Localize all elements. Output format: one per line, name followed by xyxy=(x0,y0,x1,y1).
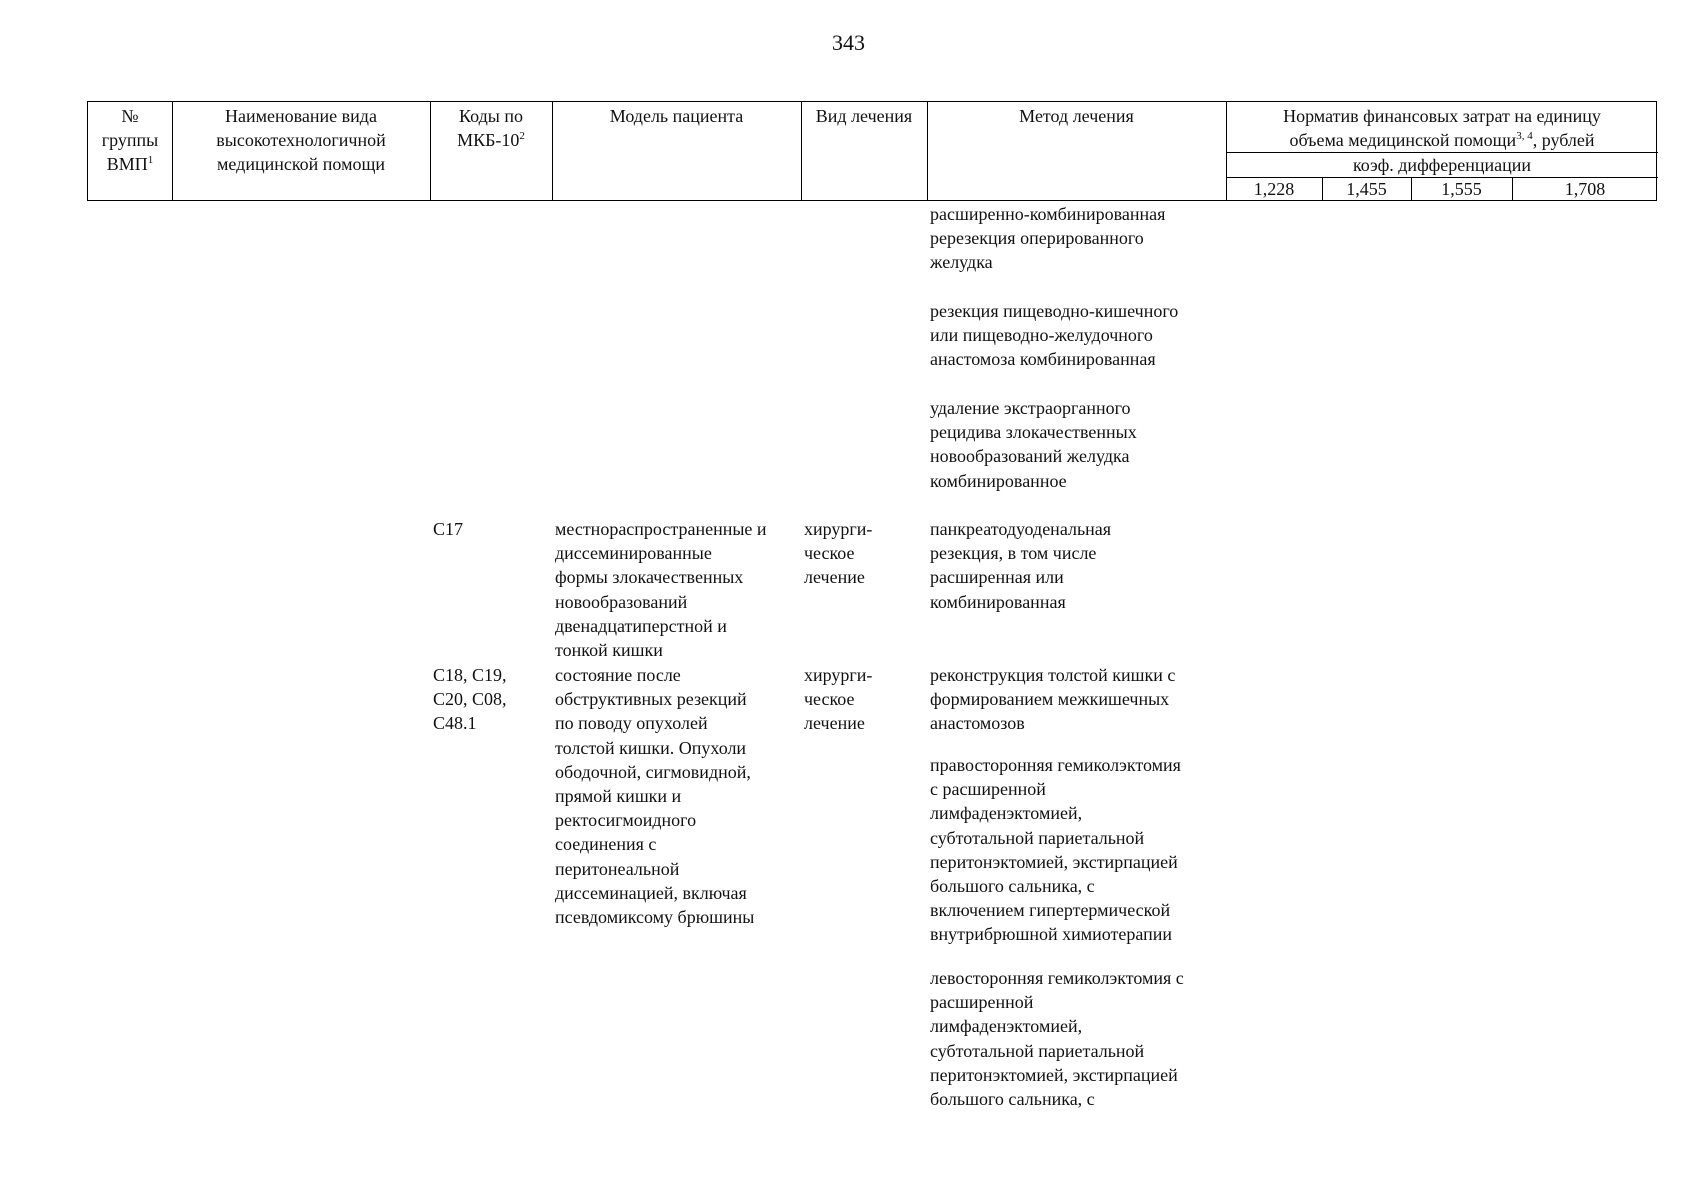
icd-codes: C18, C19, C20, C08, C48.1 xyxy=(433,665,507,734)
header-icd-codes xyxy=(430,102,552,200)
treatment-method: правосторонняя гемиколэктомия с расширенной лимфаденэктомией, субтотальной париетальной перитонэктомией, экстирпацией большого сальника, с включением гипертермической внутрибрюшной химиотерапии xyxy=(930,755,1181,945)
header-treatment-method: Метод лечения xyxy=(1019,106,1134,126)
footnote-3-4: 3, 4 xyxy=(1516,130,1533,142)
patient-model: местнораспространенные и диссеминированные формы злокачественных новообразований двенадцатиперстной и тонкой кишки xyxy=(555,519,767,661)
header-patient-model: Модель пациента xyxy=(609,106,744,126)
page-number: 343 xyxy=(832,30,865,55)
icd-codes: C17 xyxy=(433,519,464,539)
table-header xyxy=(87,101,1657,201)
header-cost-norm-label: Норматив финансовых затрат на единицу объема медицинской помощи xyxy=(1283,106,1601,150)
treatment-method: реконструкция толстой кишки с формированием межкишечных анастомозов xyxy=(930,665,1176,734)
header-coef-label: коэф. дифференциации xyxy=(1352,155,1532,175)
header-icd-codes-label: Коды по МКБ-10 xyxy=(457,106,523,150)
header-cost-norm xyxy=(1226,104,1658,152)
coef-value: 1,555 xyxy=(1441,179,1482,199)
header-treatment-type: Вид лечения xyxy=(815,106,913,126)
footnote-1: 1 xyxy=(147,154,154,166)
treatment-method: резекция пищеводно-кишечного или пищеводно-желудочного анастомоза комбинированная xyxy=(930,301,1179,370)
header-group-number-label: № группы ВМП xyxy=(101,106,159,174)
patient-model: состояние после обструктивных резекций по поводу опухолей толстой кишки. Опухоли ободочной, сигмовидной, прямой кишки и ректосигмоидного соединения с перитонеальной диссеминацией, включая псевдомиксому брюшины xyxy=(555,665,755,928)
treatment-method: панкреатодуоденальная резекция, в том числе расширенная или комбинированная xyxy=(930,519,1112,612)
header-cost-norm-suffix: , рублей xyxy=(1532,130,1595,150)
coef-value: 1,228 xyxy=(1253,179,1295,199)
treatment-method: расширенно-комбинированная ререзекция оперированного желудка xyxy=(930,204,1166,273)
footnote-2: 2 xyxy=(519,130,525,142)
treatment-type: хирурги- ческое лечение xyxy=(804,519,873,588)
treatment-method: левосторонняя гемиколэктомия с расширенной лимфаденэктомией, субтотальной париетальной перитонэктомией, экстирпацией большого сальника, с xyxy=(930,968,1184,1110)
header-care-type-name: Наименование вида высокотехнологичной медицинской помощи xyxy=(216,106,386,174)
treatment-method: удаление экстраорганного рецидива злокачественных новообразований желудка комбинированное xyxy=(930,398,1137,491)
coef-value: 1,708 xyxy=(1564,179,1606,199)
header-group-number xyxy=(88,102,172,200)
coef-value: 1,455 xyxy=(1346,179,1387,199)
treatment-type: хирурги- ческое лечение xyxy=(804,665,873,734)
